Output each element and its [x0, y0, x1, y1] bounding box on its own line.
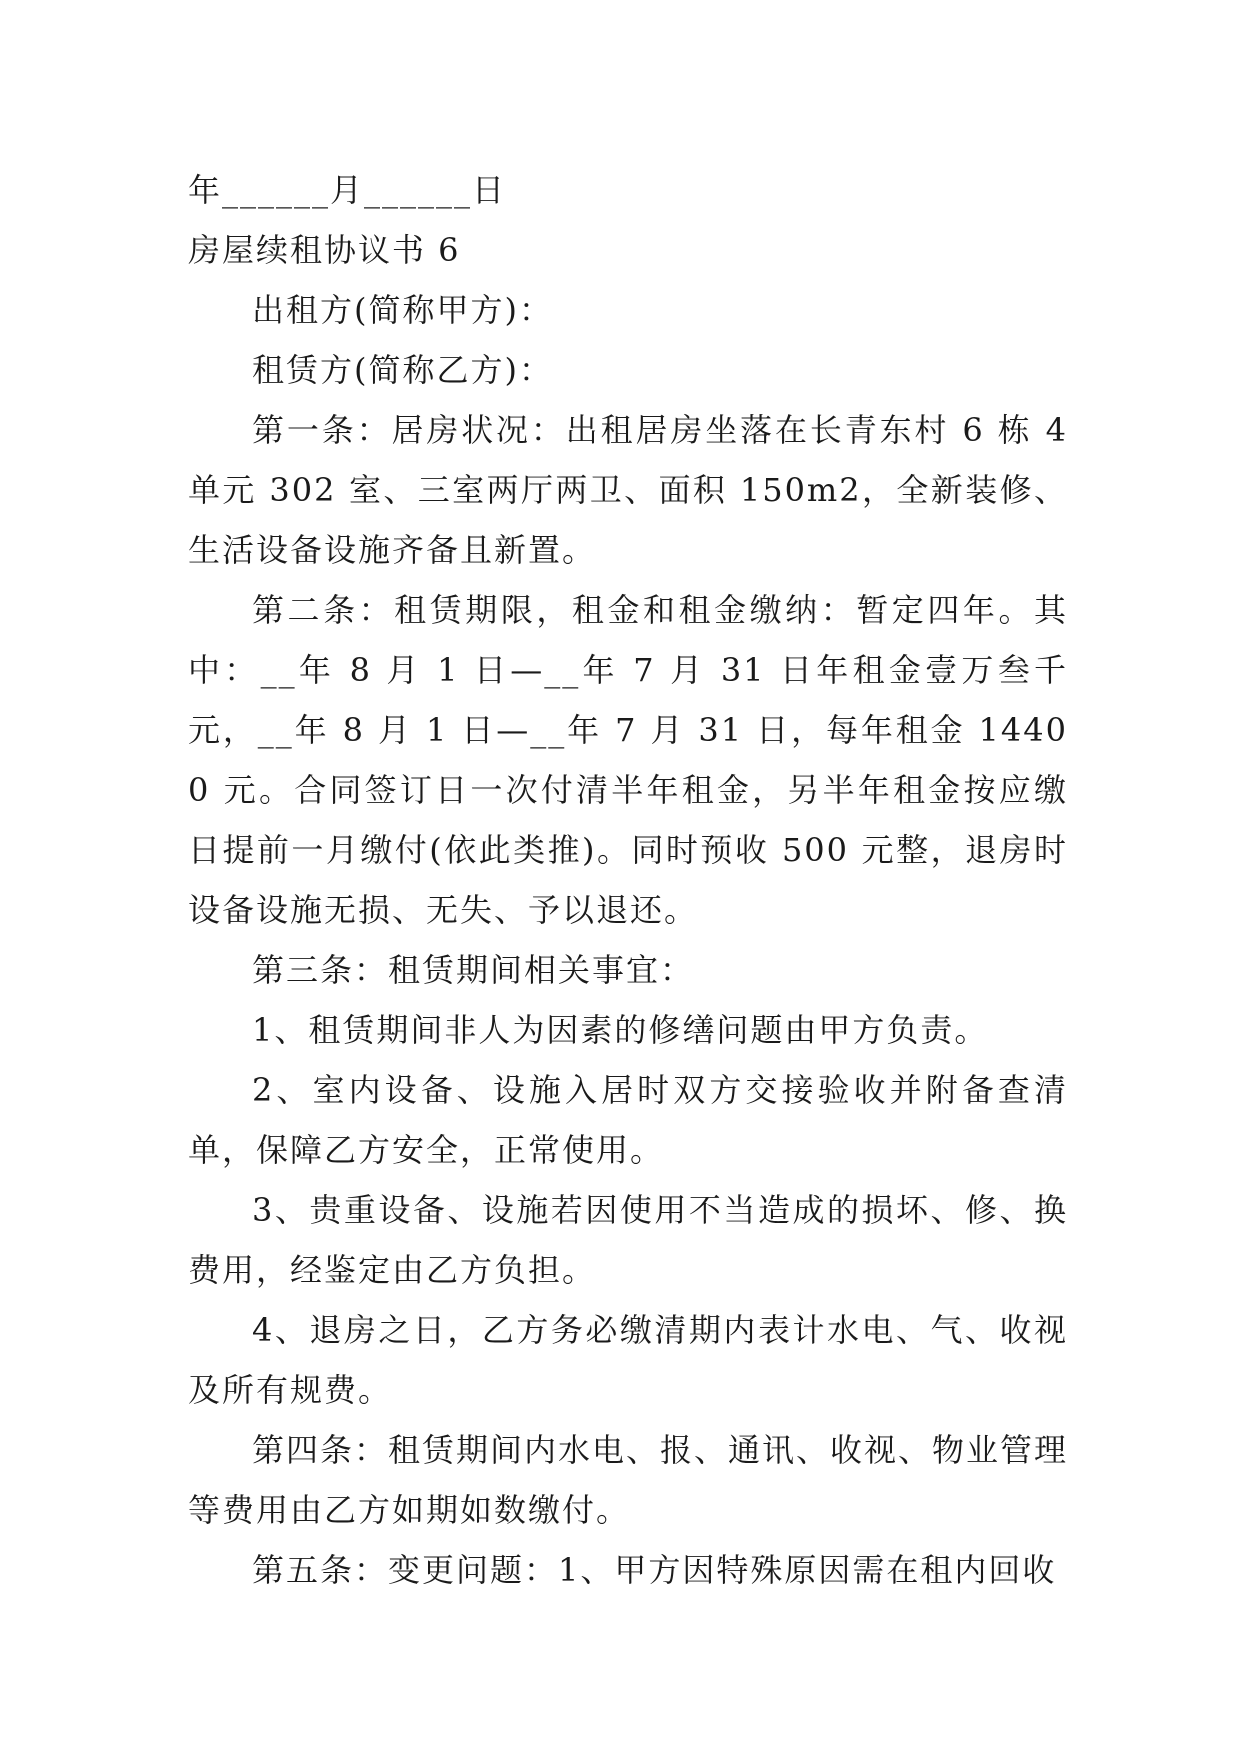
article-3-item-4: 4、退房之日，乙方务必缴清期内表计水电、气、收视及所有规费。	[188, 1311, 1068, 1409]
document-body	[188, 160, 1081, 1600]
article-3-item-3: 3、贵重设备、设施若因使用不当造成的损坏、修、换费用，经鉴定由乙方负担。	[188, 1191, 1068, 1289]
article-2: 第二条：租赁期限，租金和租金缴纳：暂定四年。其中：__年 8 月 1 日—__年 7 月 31 日年租金壹万叁千元，__年 8 月 1 日—__年 7 月 31 日，每年租金 14400 元。合同签订日一次付清半年租金，另半年租金按应缴日提前一月缴付(依此类推)。同时预收 500 元整，退房时设备设施无损、无失、予以退还。	[188, 591, 1068, 929]
date-line: 年______月______日	[188, 171, 507, 209]
article-3: 第三条：租赁期间相关事宜：	[252, 951, 695, 989]
article-1: 第一条：居房状况：出租居房坐落在长青东村 6 栋 4 单元 302 室、三室两厅两卫、面积 150m2，全新装修、生活设备设施齐备且新置。	[188, 411, 1081, 569]
article-3-item-2: 2、室内设备、设施入居时双方交接验收并附备查清单，保障乙方安全，正常使用。	[188, 1071, 1068, 1169]
article-5: 第五条：变更问题：1、甲方因特殊原因需在租内回收	[252, 1551, 1057, 1589]
article-4: 第四条：租赁期间内水电、报、通讯、收视、物业管理等费用由乙方如期如数缴付。	[188, 1431, 1069, 1529]
lessor-line: 出租方(简称甲方)：	[252, 291, 553, 329]
article-3-item-1: 1、租赁期间非人为因素的修缮问题由甲方负责。	[252, 1011, 989, 1049]
lessee-line: 租赁方(简称乙方)：	[252, 351, 553, 389]
document-title: 房屋续租协议书 6	[188, 231, 461, 269]
